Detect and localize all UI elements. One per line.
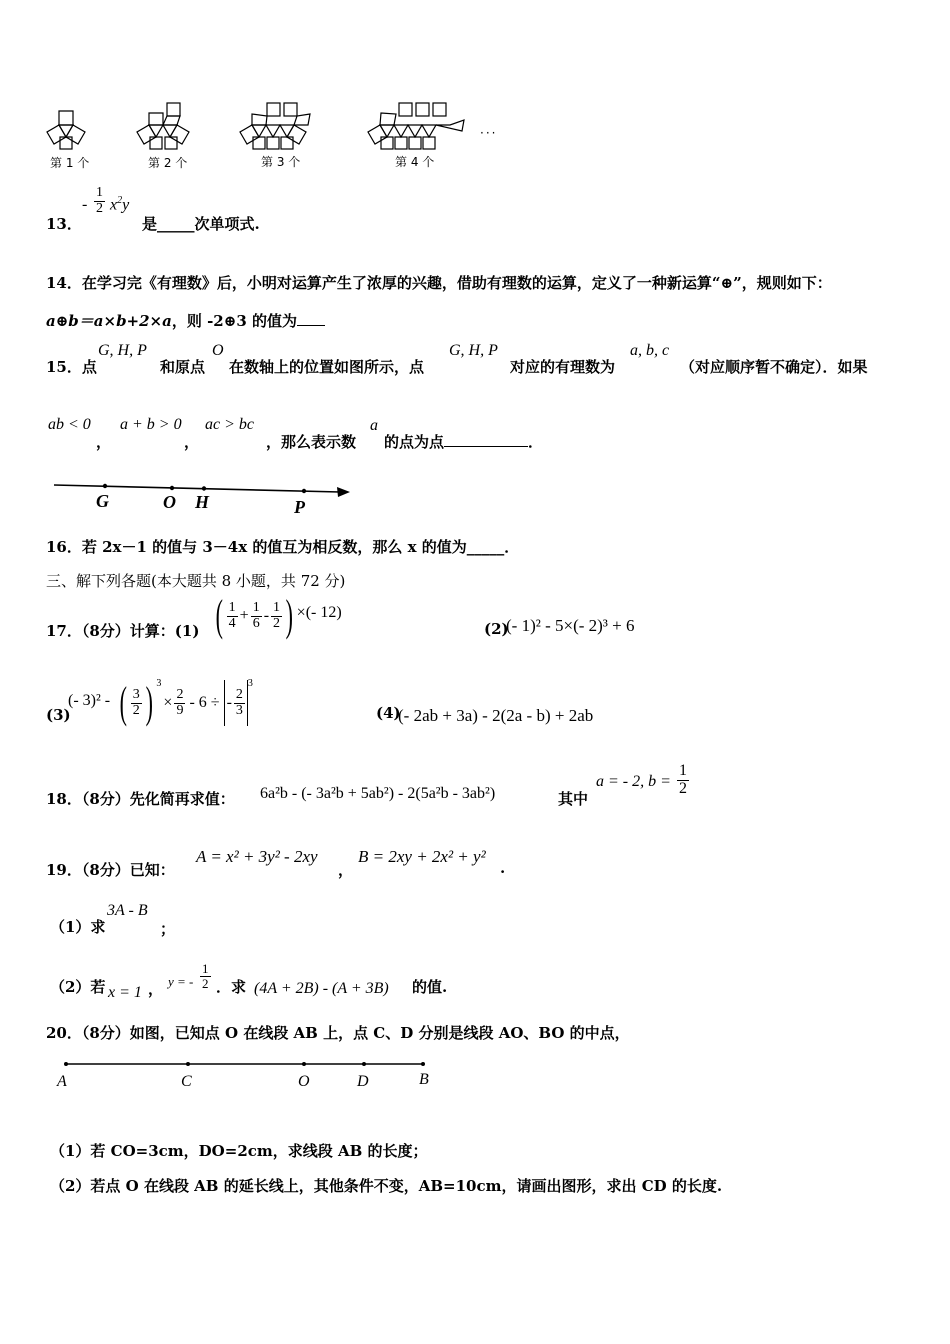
q17-p4-expr: (- 2ab + 3a) - 2(2a - b) + 2ab [398, 706, 594, 725]
q17-p1-rparen: ) [285, 591, 294, 640]
q17-p3-f1 [131, 688, 142, 718]
q14-formula: a⊕b＝a×b+2×a [46, 312, 172, 330]
q15-comma-2: ， [184, 433, 200, 451]
q17-p3-f1-n: 3 [132, 686, 140, 702]
seg-label-a: A [57, 1073, 67, 1090]
q19-p2-label: （2）若 [50, 978, 106, 996]
q15-number-line [52, 476, 352, 516]
q19-p2-frac-n: 1 [202, 961, 209, 976]
q18-frac-n: 1 [679, 762, 687, 779]
q18-cond: a = - 2, b = [596, 773, 671, 790]
q13-y: y [122, 196, 130, 214]
q17-p1-lparen: ( [215, 591, 223, 640]
q15-answer-blank [444, 432, 528, 447]
q17-p3-neg: - [226, 694, 232, 711]
axis-label-g: G [96, 491, 109, 511]
q17-p3-f3 [234, 688, 245, 718]
q15-cond-2: a + b > 0 [120, 416, 182, 433]
q19-p1-expr: 3A - B [107, 902, 148, 919]
q15-t1: 和原点 [160, 358, 206, 376]
seg-label-d: D [357, 1073, 369, 1090]
q13-frac-den: 2 [96, 200, 103, 216]
q17-p3-exp: 3 [156, 678, 162, 689]
q17-p2-label: (2) [484, 620, 509, 638]
q13-x: x [110, 196, 118, 214]
q13-frac-num: 1 [96, 185, 103, 200]
q14-answer-blank [297, 311, 325, 326]
q17-p3-lparen: ( [119, 678, 128, 727]
q13-number: 13． [46, 215, 82, 233]
q18-frac-d: 2 [679, 779, 687, 797]
seg-label-b: B [419, 1071, 429, 1088]
q17-p3-abs-left [224, 680, 225, 726]
seg-label-o: O [298, 1073, 310, 1090]
q13-text: 是_____次单项式. [142, 215, 260, 233]
pattern-figure-3 [240, 100, 324, 152]
q18-expr: 6a²b - (- 3a²b + 5ab²) - 2(5a²b - 3ab²) [260, 785, 496, 802]
caption-1: 第 1 个 [50, 156, 90, 170]
q19-comma: ， [338, 861, 354, 879]
q15-abc: a, b, c [630, 342, 670, 359]
q17-p3-a: (- 3)² - [68, 692, 111, 709]
q19-B: B = 2xy + 2x² + y² [358, 847, 486, 866]
q17-p1-f3-d: 2 [273, 615, 281, 631]
q15-t3: 对应的有理数为 [510, 358, 616, 376]
pattern-figure-4 [366, 100, 468, 152]
q15-a: a [370, 417, 378, 434]
q17-p2-expr: (- 1)² - 5×(- 2)³ + 6 [506, 616, 635, 635]
axis-label-o: O [163, 492, 176, 512]
q15-end: ． [528, 433, 544, 451]
axis-label-h: H [195, 492, 210, 512]
q19-end: . [500, 859, 506, 877]
caption-3: 第 3 个 [261, 155, 301, 169]
q16-text: 16．若 2x－1 的值与 3－4x 的值互为相反数，那么 x 的值为_____． [46, 538, 520, 556]
q17-lead: 17．（8分）计算：(1) [46, 622, 200, 640]
q19-p2-comma: ， [148, 980, 164, 998]
q17-p1-f1-d: 4 [228, 615, 236, 631]
q15-num: 15．点 [46, 358, 97, 376]
q17-p4-label: (4) [376, 704, 401, 722]
q17-p1-f3-n: 1 [273, 599, 281, 615]
q17-p3-f3-n: 2 [235, 686, 243, 702]
q20-p1: （1）若 CO=3cm，DO=2cm，求线段 AB 的长度； [50, 1142, 428, 1160]
q15-t2: 在数轴上的位置如图所示，点 [229, 358, 425, 376]
q19-p2-end: 的值. [412, 978, 448, 996]
q17-p1-f3 [271, 601, 282, 631]
q15-cond-1: ab < 0 [48, 416, 91, 433]
q14-line1: 14．在学习完《有理数》后，小明对运算产生了浓厚的兴趣，借助有理数的运算，定义了一种新运算“⊕”，规则如下： [46, 274, 832, 292]
q17-p3-f2 [174, 688, 185, 718]
q20-line: 20．（8分）如图，已知点 O 在线段 AB 上，点 C、D 分别是线段 AO、BO 的中点， [46, 1024, 630, 1042]
q15-t5: ，那么表示数 [266, 433, 357, 451]
q19-lead: 19．（8分）已知： [46, 861, 175, 879]
q18-mid: 其中 [558, 790, 589, 808]
q15-ghp-1: G, H, P [98, 342, 147, 359]
q18-frac [677, 763, 689, 798]
q19-p1-end: ； [160, 920, 176, 938]
q17-p1-f1-n: 1 [228, 599, 236, 615]
q19-p2-frac-d: 2 [202, 975, 209, 991]
q20-segment [56, 1056, 436, 1092]
q17-p3-f2-d: 9 [176, 702, 184, 718]
q15-comma-1: ， [96, 433, 112, 451]
q17-p1-minus: - [263, 607, 270, 624]
q13-fraction [94, 186, 105, 216]
q19-p2-x: x = 1 [108, 984, 142, 1001]
q17-p3-label: (3) [46, 706, 71, 724]
q14-line2-rest: ，则 -2⊕3 的值为 [171, 312, 297, 330]
q17-p1-f1 [227, 601, 238, 631]
q18-lead: 18．（8分）先化简再求值： [46, 790, 235, 808]
q15-t4: （对应顺序暂不确定）．如果 [680, 358, 868, 376]
q17-p1-f2-d: 6 [252, 615, 260, 631]
q19-p2-frac [200, 962, 211, 990]
q17-p1-expr [212, 591, 342, 640]
q17-p1-plus: + [239, 607, 249, 624]
q15-t6-text: 的点为点 [384, 433, 445, 451]
q19-p2-y: y = - [168, 974, 194, 989]
q14-line2 [46, 310, 325, 331]
pattern-figure-1 [48, 108, 92, 152]
q15-ghp-2: G, H, P [449, 342, 498, 359]
q17-p3-expr [68, 678, 253, 728]
q13-sign: - [82, 196, 88, 213]
q17-p3-f2-n: 2 [176, 686, 184, 702]
pattern-figure-2 [135, 100, 201, 152]
seg-label-c: C [181, 1073, 192, 1090]
q13-exp: 2 [117, 195, 123, 206]
section-3-title: 三、解下列各题(本大题共 8 小题，共 72 分) [46, 572, 346, 590]
q17-p3-times: × [163, 694, 173, 711]
q17-p3-rparen: ) [145, 678, 153, 727]
q17-p3-f3-d: 3 [235, 702, 243, 718]
q19-A: A = x² + 3y² - 2xy [196, 847, 318, 866]
q15-t6 [384, 431, 543, 452]
q19-p2-expr: (4A + 2B) - (A + 3B) [254, 980, 389, 997]
q17-p1-f2 [251, 601, 262, 631]
caption-4: 第 4 个 [395, 155, 435, 169]
q15-cond-3: ac > bc [205, 416, 254, 433]
axis-label-p: P [294, 497, 305, 517]
q17-p3-exp2: 3 [247, 678, 253, 689]
q13-monomial [110, 195, 129, 214]
q20-p2: （2）若点 O 在线段 AB 的延长线上，其他条件不变，AB=10cm，请画出图形，求出 CD 的长度. [50, 1177, 723, 1195]
q17-p3-mid: - 6 ÷ [189, 694, 220, 711]
q17-p1-f2-n: 1 [252, 599, 260, 615]
q17-p1-tail: ×(- 12) [296, 604, 342, 621]
q15-origin: O [212, 342, 224, 359]
q19-p2-mid: ．求 [216, 978, 247, 996]
q19-p1-label: （1）求 [50, 918, 106, 936]
q17-p3-f1-d: 2 [132, 702, 140, 718]
ellipsis: ··· [480, 126, 498, 140]
caption-2: 第 2 个 [148, 156, 188, 170]
